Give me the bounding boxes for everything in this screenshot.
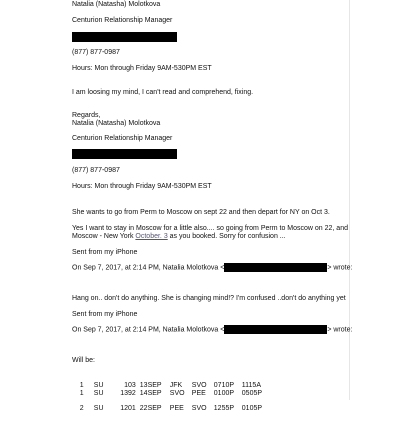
flight-number: 1392 [120, 390, 136, 397]
flight-from: JFK [169, 382, 183, 389]
message-text: I am loosing my mind, I can't read and comprehend, fixing. [72, 89, 254, 96]
flight-arrival: 0105P [241, 405, 263, 412]
flight-segment: 2 [79, 405, 84, 412]
flight-arrival: 1115A [241, 382, 261, 389]
flight-segment: 1 [79, 382, 84, 389]
flight-to: PEE [191, 390, 206, 397]
sender-title: Centurion Relationship Manager [72, 17, 173, 24]
sender-phone: (877) 877-0987 [72, 49, 120, 56]
quote-header [72, 325, 352, 334]
redaction-bar [72, 32, 177, 42]
flight-departure: 0100P [213, 390, 235, 397]
flight-departure: 1255P [213, 405, 235, 412]
flight-row [72, 395, 272, 422]
will-be-label: Will be: [72, 357, 95, 364]
flight-airline: SU [93, 382, 104, 389]
quote-header-prefix: On Sep 7, 2017, at 2:14 PM, Natalia Molotkova < [72, 264, 225, 272]
flight-date: 13SEP [139, 382, 162, 389]
message-text-prefix: Moscow - New York [72, 233, 136, 240]
quote-header-suffix: > wrote: [327, 264, 353, 272]
flight-airline: SU [93, 390, 104, 397]
message-text: Yes I want to stay in Moscow for a little also.... so going from Perm to Moscow on 22, and [72, 225, 348, 232]
quote-header-prefix: On Sep 7, 2017, at 2:14 PM, Natalia Molotkova < [72, 326, 225, 334]
flight-from: SVO [169, 390, 185, 397]
signoff-title: Centurion Relationship Manager [72, 135, 173, 142]
redaction-bar [224, 325, 327, 334]
flight-number: 1201 [120, 405, 136, 412]
flight-number: 103 [124, 382, 136, 389]
signoff-name: Natalia (Natasha) Molotkova [72, 120, 161, 127]
flight-from: PEE [169, 405, 184, 412]
email-document [60, 0, 353, 412]
quote-header-suffix: > wrote: [327, 326, 353, 334]
signoff-phone: (877) 877-0987 [72, 167, 120, 174]
signoff-regards: Regards, [72, 112, 101, 119]
flight-arrival: 0505P [241, 390, 263, 397]
flight-date: 22SEP [139, 405, 162, 412]
message-text: She wants to go from Perm to Moscow on sept 22 and then depart for NY on Oct 3. [72, 209, 330, 216]
flight-airline: SU [93, 405, 104, 412]
redaction-bar [224, 263, 327, 272]
message-text [72, 232, 286, 241]
quote-header [72, 263, 352, 272]
date-link[interactable]: October. 3 [135, 233, 168, 240]
flight-to: SVO [191, 382, 207, 389]
signoff-hours: Hours: Mon through Friday 9AM-530PM EST [72, 183, 212, 190]
flight-date: 14SEP [139, 390, 162, 397]
sender-name: Natalia (Natasha) Molotkova [72, 1, 161, 8]
message-text: Hang on.. don't do anything. She is changing mind!? I'm confused ..don't do anything yet [72, 295, 346, 302]
sent-from-signature: Sent from my iPhone [72, 249, 138, 256]
flight-segment: 1 [79, 390, 84, 397]
flight-to: SVO [191, 405, 207, 412]
sent-from-signature: Sent from my iPhone [72, 311, 138, 318]
redaction-bar [72, 149, 177, 159]
flight-departure: 0710P [213, 382, 235, 389]
sender-hours: Hours: Mon through Friday 9AM-530PM EST [72, 65, 212, 72]
message-text-suffix: as you booked. Sorry for confusion ... [167, 233, 286, 240]
